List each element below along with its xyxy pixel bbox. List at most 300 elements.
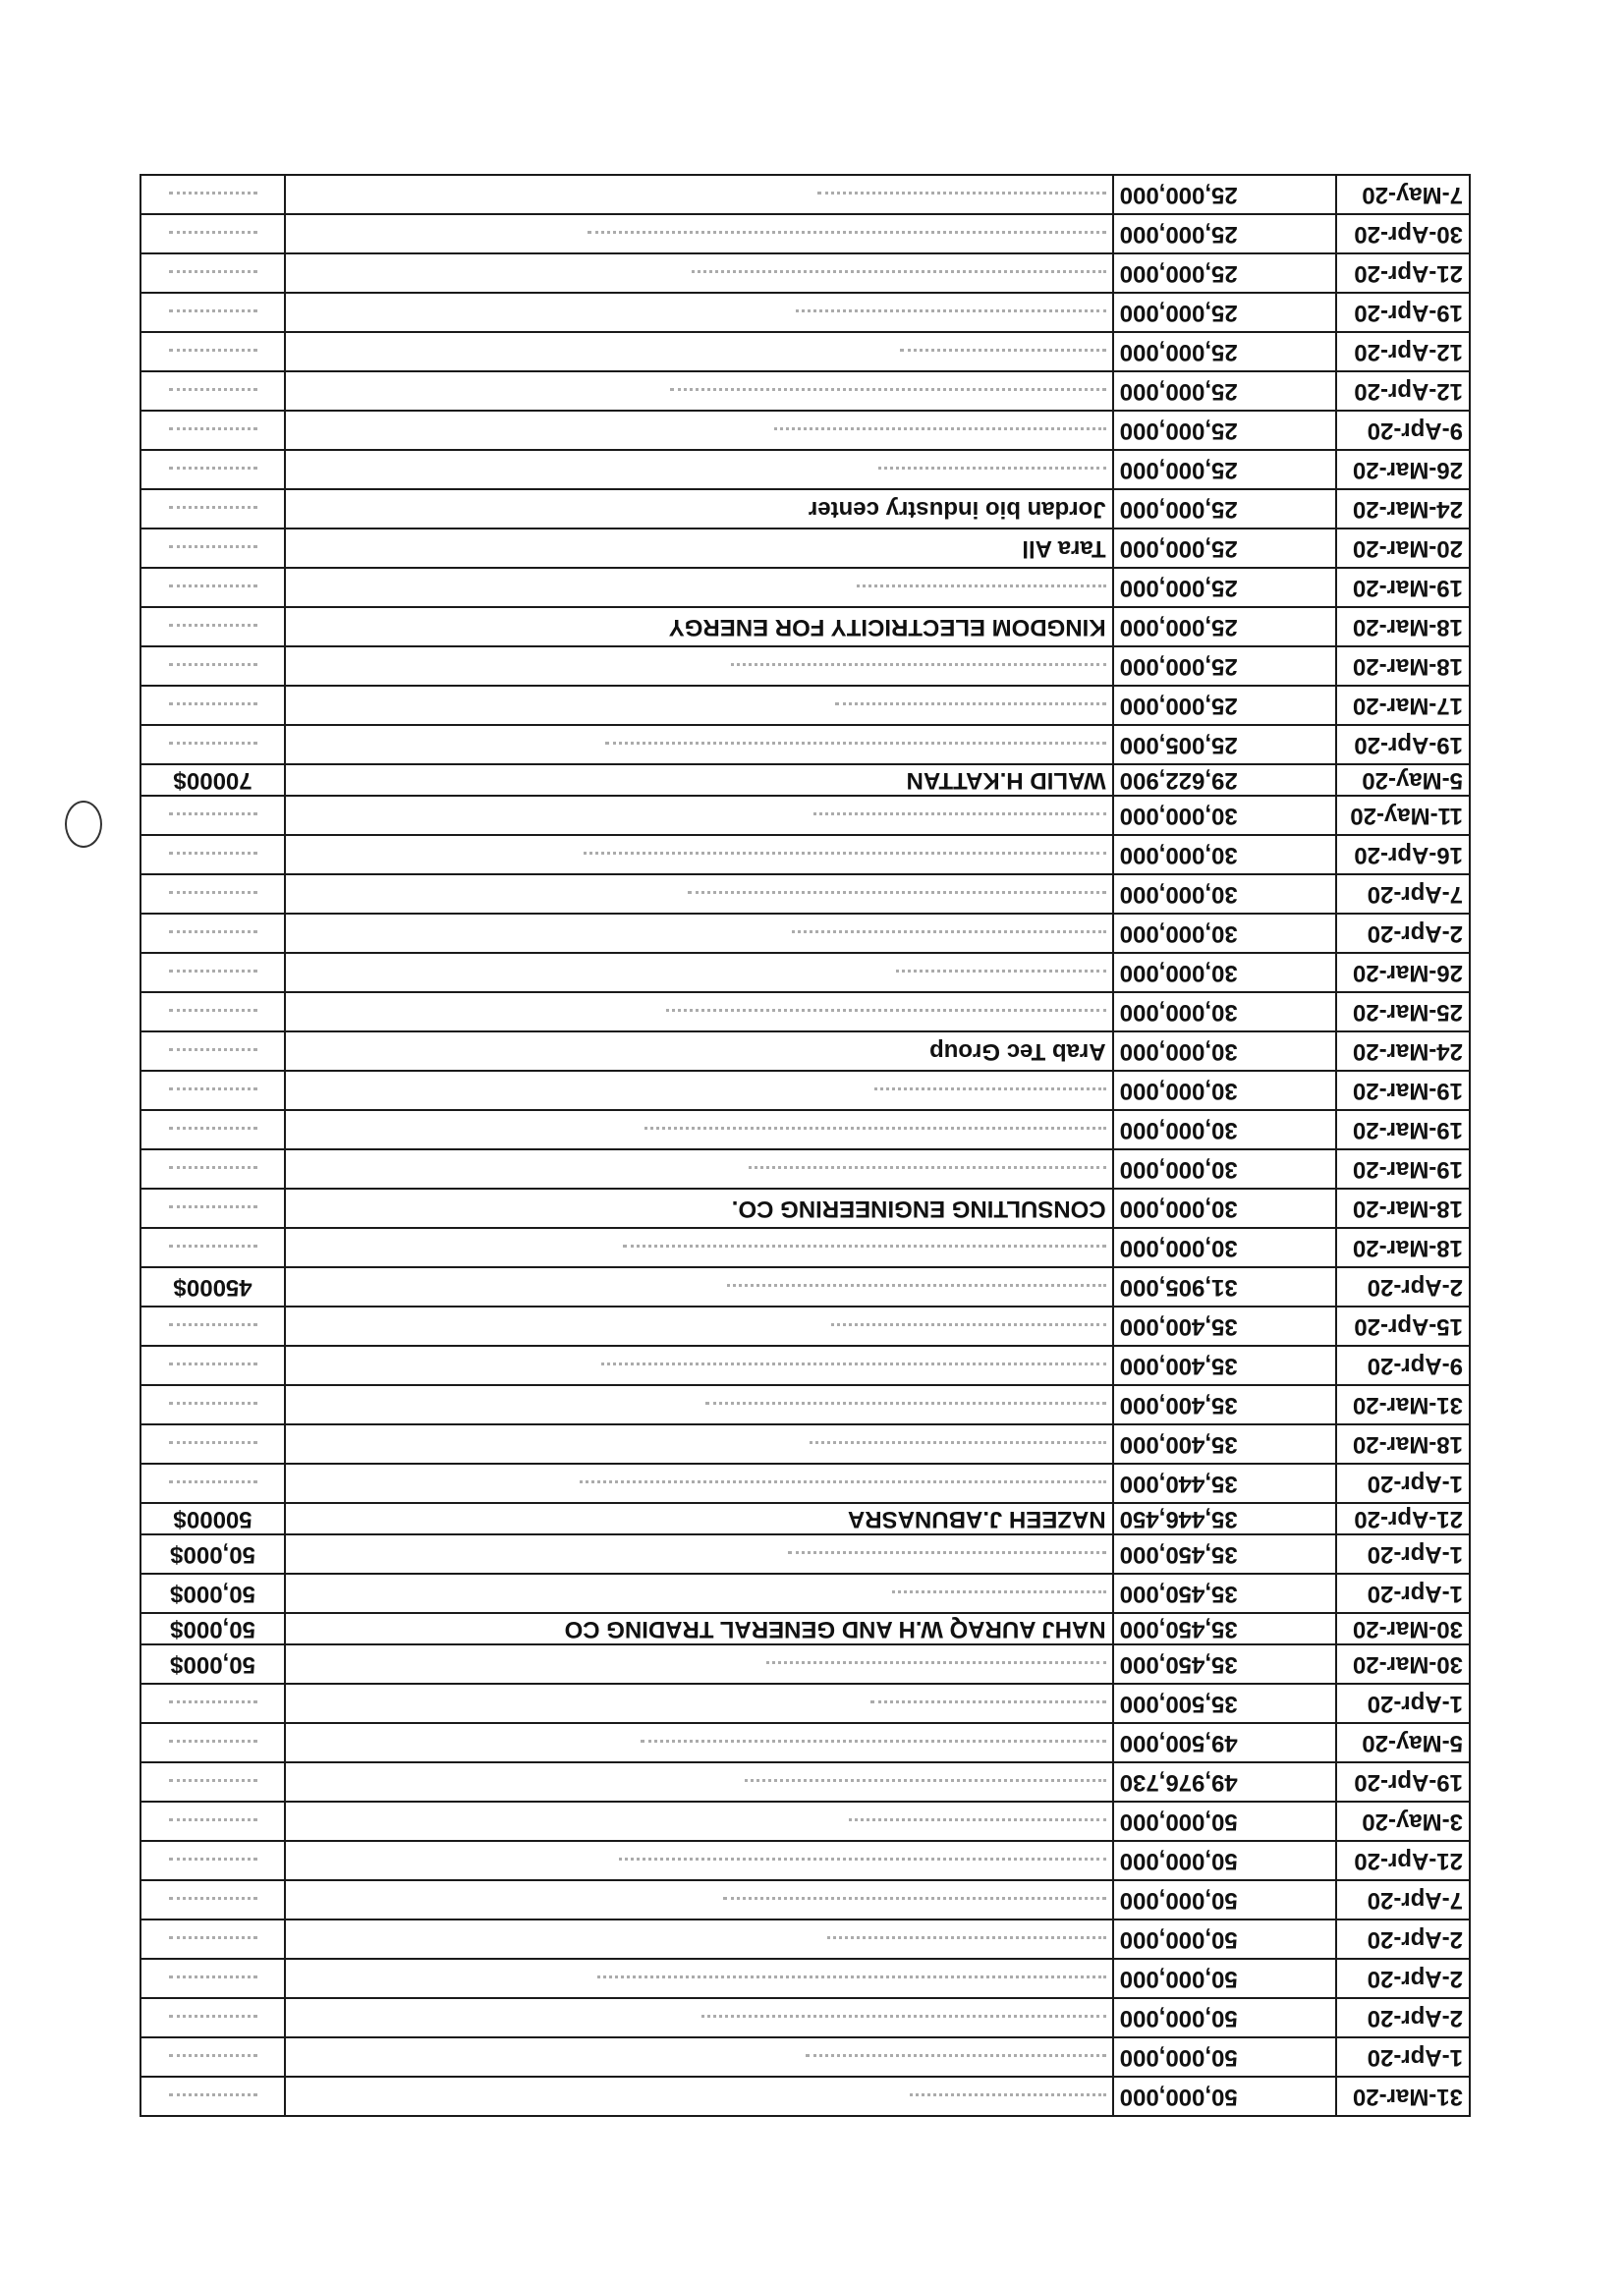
cell-code xyxy=(140,253,285,293)
cell-date: 21-Apr-20 xyxy=(1336,1503,1470,1534)
cell-name xyxy=(285,1880,1112,1919)
cell-name xyxy=(285,1149,1112,1189)
cell-amount: 35,450,000 xyxy=(1113,1574,1336,1613)
table-row xyxy=(140,2037,1470,2077)
illegible-text xyxy=(169,1818,257,1831)
cell-code xyxy=(140,1385,285,1424)
table-row xyxy=(140,1841,1470,1880)
cell-name xyxy=(285,1424,1112,1464)
illegible-text xyxy=(601,1363,1106,1375)
illegible-text xyxy=(169,2015,257,2028)
illegible-text xyxy=(169,1166,257,1179)
cell-name xyxy=(285,1841,1112,1880)
illegible-text xyxy=(169,891,257,904)
cell-name xyxy=(285,1802,1112,1841)
cell-date: 2-Apr-20 xyxy=(1336,1267,1470,1307)
cell-amount: 25,000,000 xyxy=(1113,371,1336,411)
table-row xyxy=(140,1346,1470,1385)
cell-code xyxy=(140,175,285,214)
cell-date: 5-May-20 xyxy=(1336,764,1470,796)
illegible-text xyxy=(169,852,257,864)
cell-code xyxy=(140,2077,285,2116)
illegible-text xyxy=(892,1590,1106,1603)
cell-amount: 35,440,000 xyxy=(1113,1464,1336,1503)
cell-code xyxy=(140,1841,285,1880)
cell-name xyxy=(285,1574,1112,1613)
cell-code xyxy=(140,214,285,253)
illegible-text xyxy=(619,1858,1106,1870)
cell-amount: 49,976,730 xyxy=(1113,1762,1336,1802)
table-row xyxy=(140,1424,1470,1464)
table-row xyxy=(140,1919,1470,1959)
cell-name xyxy=(285,450,1112,489)
table-row xyxy=(140,796,1470,835)
cell-code xyxy=(140,1031,285,1071)
cell-date: 2-Apr-20 xyxy=(1336,914,1470,953)
illegible-text xyxy=(670,388,1106,401)
table-row xyxy=(140,2077,1470,2116)
table-row xyxy=(140,953,1470,992)
cell-name xyxy=(285,1762,1112,1802)
table-row xyxy=(140,1762,1470,1802)
cell-amount: 30,000,000 xyxy=(1113,1149,1336,1189)
illegible-text xyxy=(580,1480,1106,1493)
table-row xyxy=(140,293,1470,332)
illegible-text xyxy=(588,231,1106,244)
table-row xyxy=(140,1307,1470,1346)
table-row xyxy=(140,1574,1470,1613)
cell-date: 1-Apr-20 xyxy=(1336,1684,1470,1723)
cell-name xyxy=(285,1071,1112,1110)
illegible-text xyxy=(169,349,257,362)
illegible-text xyxy=(169,2054,257,2067)
cell-date: 17-Mar-20 xyxy=(1336,686,1470,725)
cell-date: 21-Apr-20 xyxy=(1336,253,1470,293)
illegible-text xyxy=(169,388,257,401)
cell-date: 24-Mar-20 xyxy=(1336,1031,1470,1071)
cell-date: 2-Apr-20 xyxy=(1336,1919,1470,1959)
cell-code: 50000$ xyxy=(140,1503,285,1534)
illegible-text xyxy=(169,1700,257,1713)
illegible-text xyxy=(692,270,1106,283)
cell-code xyxy=(140,1959,285,1998)
table-row xyxy=(140,1503,1470,1534)
cell-name: Tara All xyxy=(285,529,1112,568)
table-row xyxy=(140,1149,1470,1189)
cell-code xyxy=(140,371,285,411)
cell-name xyxy=(285,1228,1112,1267)
table-row xyxy=(140,1110,1470,1149)
illegible-text xyxy=(169,270,257,283)
cell-name xyxy=(285,1385,1112,1424)
cell-amount: 25,000,000 xyxy=(1113,489,1336,529)
cell-amount: 30,000,000 xyxy=(1113,1228,1336,1267)
cell-code xyxy=(140,332,285,371)
cell-amount: 35,446,450 xyxy=(1113,1503,1336,1534)
cell-amount: 35,400,000 xyxy=(1113,1346,1336,1385)
cell-code xyxy=(140,914,285,953)
cell-amount: 31,905,000 xyxy=(1113,1267,1336,1307)
cell-code xyxy=(140,1071,285,1110)
table-row xyxy=(140,214,1470,253)
table-row xyxy=(140,874,1470,914)
table-row xyxy=(140,253,1470,293)
table-row xyxy=(140,1189,1470,1228)
cell-amount: 25,000,000 xyxy=(1113,607,1336,646)
cell-date: 1-Apr-20 xyxy=(1336,1534,1470,1574)
cell-code: 50,000$ xyxy=(140,1574,285,1613)
table-row xyxy=(140,1802,1470,1841)
cell-date: 2-Apr-20 xyxy=(1336,1959,1470,1998)
illegible-text xyxy=(745,1779,1106,1792)
cell-amount: 25,000,000 xyxy=(1113,175,1336,214)
illegible-text xyxy=(169,1048,257,1061)
illegible-text xyxy=(806,2054,1106,2067)
cell-amount: 50,000,000 xyxy=(1113,1802,1336,1841)
table-row xyxy=(140,371,1470,411)
cell-date: 21-Apr-20 xyxy=(1336,1841,1470,1880)
table-row xyxy=(140,568,1470,607)
table-row xyxy=(140,686,1470,725)
cell-date: 30-Mar-20 xyxy=(1336,1644,1470,1684)
cell-amount: 35,400,000 xyxy=(1113,1307,1336,1346)
illegible-text xyxy=(641,1740,1106,1752)
table-row xyxy=(140,1684,1470,1723)
cell-date: 7-May-20 xyxy=(1336,175,1470,214)
cell-amount: 25,000,000 xyxy=(1113,332,1336,371)
cell-date: 7-Apr-20 xyxy=(1336,1880,1470,1919)
illegible-text xyxy=(900,349,1106,362)
cell-date: 2-Apr-20 xyxy=(1336,1998,1470,2037)
cell-code xyxy=(140,796,285,835)
illegible-text xyxy=(788,1551,1106,1564)
table-row xyxy=(140,1071,1470,1110)
illegible-text xyxy=(169,742,257,754)
cell-code xyxy=(140,1149,285,1189)
cell-code xyxy=(140,529,285,568)
illegible-text xyxy=(169,970,257,982)
table-row xyxy=(140,489,1470,529)
illegible-text xyxy=(644,1127,1106,1140)
illegible-text xyxy=(810,1441,1106,1454)
ledger-body xyxy=(140,175,1470,2116)
cell-date: 18-Mar-20 xyxy=(1336,646,1470,686)
table-row xyxy=(140,646,1470,686)
cell-amount: 25,000,000 xyxy=(1113,568,1336,607)
cell-amount: 50,000,000 xyxy=(1113,2077,1336,2116)
cell-date: 5-May-20 xyxy=(1336,1723,1470,1762)
illegible-text xyxy=(169,545,257,558)
illegible-text xyxy=(874,1087,1106,1100)
illegible-text xyxy=(169,1858,257,1870)
cell-code xyxy=(140,450,285,489)
cell-code xyxy=(140,1919,285,1959)
cell-name xyxy=(285,992,1112,1031)
cell-amount: 50,000,000 xyxy=(1113,1998,1336,2037)
cell-date: 1-Apr-20 xyxy=(1336,1464,1470,1503)
cell-name xyxy=(285,371,1112,411)
illegible-text xyxy=(169,192,257,204)
illegible-text xyxy=(813,812,1106,825)
cell-amount: 35,450,000 xyxy=(1113,1534,1336,1574)
illegible-text xyxy=(169,1402,257,1415)
cell-amount: 35,500,000 xyxy=(1113,1684,1336,1723)
cell-code: 50,000$ xyxy=(140,1613,285,1644)
illegible-text xyxy=(169,812,257,825)
illegible-text xyxy=(169,624,257,637)
cell-amount: 25,000,000 xyxy=(1113,529,1336,568)
illegible-text xyxy=(169,1480,257,1493)
cell-name xyxy=(285,293,1112,332)
cell-date: 30-Mar-20 xyxy=(1336,1613,1470,1644)
cell-date: 11-May-20 xyxy=(1336,796,1470,835)
cell-name xyxy=(285,411,1112,450)
cell-name xyxy=(285,1534,1112,1574)
cell-amount: 25,000,000 xyxy=(1113,293,1336,332)
table-row xyxy=(140,725,1470,764)
cell-name xyxy=(285,835,1112,874)
cell-name xyxy=(285,796,1112,835)
cell-amount: 50,000,000 xyxy=(1113,1919,1336,1959)
cell-code xyxy=(140,489,285,529)
table-row xyxy=(140,1723,1470,1762)
cell-date: 18-Mar-20 xyxy=(1336,1228,1470,1267)
illegible-text xyxy=(169,1323,257,1336)
cell-amount: 30,000,000 xyxy=(1113,1189,1336,1228)
cell-code: 50,000$ xyxy=(140,1534,285,1574)
table-row xyxy=(140,529,1470,568)
cell-code xyxy=(140,874,285,914)
cell-date: 19-Mar-20 xyxy=(1336,1071,1470,1110)
cell-name: CONSULTING ENGINEERING CO. xyxy=(285,1189,1112,1228)
illegible-text xyxy=(584,852,1106,864)
cell-name: Arab Tec Group xyxy=(285,1031,1112,1071)
cell-name xyxy=(285,1723,1112,1762)
cell-date: 9-Apr-20 xyxy=(1336,411,1470,450)
cell-code xyxy=(140,2037,285,2077)
cell-amount: 29,622,900 xyxy=(1113,764,1336,796)
cell-date: 7-Apr-20 xyxy=(1336,874,1470,914)
cell-amount: 30,000,000 xyxy=(1113,1071,1336,1110)
cell-name xyxy=(285,1464,1112,1503)
cell-date: 18-Mar-20 xyxy=(1336,607,1470,646)
cell-name xyxy=(285,646,1112,686)
illegible-text xyxy=(169,1779,257,1792)
illegible-text xyxy=(169,1245,257,1257)
cell-date: 30-Apr-20 xyxy=(1336,214,1470,253)
cell-name xyxy=(285,2077,1112,2116)
illegible-text xyxy=(792,930,1106,943)
cell-name xyxy=(285,1307,1112,1346)
table-row xyxy=(140,1959,1470,1998)
cell-code: 70000$ xyxy=(140,764,285,796)
cell-code xyxy=(140,1307,285,1346)
cell-code xyxy=(140,1880,285,1919)
cell-code xyxy=(140,1424,285,1464)
table-row xyxy=(140,992,1470,1031)
cell-amount: 35,450,000 xyxy=(1113,1644,1336,1684)
cell-date: 1-Apr-20 xyxy=(1336,2037,1470,2077)
illegible-text xyxy=(169,663,257,676)
cell-code xyxy=(140,1998,285,2037)
table-row xyxy=(140,607,1470,646)
table-row xyxy=(140,1385,1470,1424)
cell-code xyxy=(140,992,285,1031)
illegible-text xyxy=(169,1205,257,1218)
cell-name xyxy=(285,1267,1112,1307)
illegible-text xyxy=(831,1323,1106,1336)
table-row xyxy=(140,1613,1470,1644)
cell-amount: 30,000,000 xyxy=(1113,953,1336,992)
illegible-text xyxy=(727,1284,1106,1297)
cell-name: NAZEEH J.ABUNASRA xyxy=(285,1503,1112,1534)
cell-date: 16-Apr-20 xyxy=(1336,835,1470,874)
illegible-text xyxy=(827,1936,1106,1949)
cell-date: 1-Apr-20 xyxy=(1336,1574,1470,1613)
cell-name xyxy=(285,874,1112,914)
cell-amount: 30,000,000 xyxy=(1113,835,1336,874)
cell-name xyxy=(285,1959,1112,1998)
cell-date: 26-Mar-20 xyxy=(1336,953,1470,992)
cell-code xyxy=(140,725,285,764)
cell-amount: 30,000,000 xyxy=(1113,874,1336,914)
table-row xyxy=(140,1644,1470,1684)
cell-amount: 35,400,000 xyxy=(1113,1385,1336,1424)
cell-date: 19-Apr-20 xyxy=(1336,1762,1470,1802)
cell-amount: 30,000,000 xyxy=(1113,1031,1336,1071)
cell-amount: 30,000,000 xyxy=(1113,914,1336,953)
cell-name xyxy=(285,686,1112,725)
illegible-text xyxy=(169,2093,257,2106)
cell-code xyxy=(140,607,285,646)
illegible-text xyxy=(666,1009,1106,1022)
illegible-text xyxy=(796,309,1106,322)
table-row xyxy=(140,1267,1470,1307)
table-row xyxy=(140,1998,1470,2037)
table-row xyxy=(140,1880,1470,1919)
cell-date: 31-Mar-20 xyxy=(1336,1385,1470,1424)
cell-date: 3-May-20 xyxy=(1336,1802,1470,1841)
illegible-text xyxy=(169,584,257,597)
illegible-text xyxy=(169,1127,257,1140)
illegible-text xyxy=(169,231,257,244)
table-row xyxy=(140,914,1470,953)
cell-amount: 25,000,000 xyxy=(1113,450,1336,489)
cell-date: 18-Mar-20 xyxy=(1336,1424,1470,1464)
table-row xyxy=(140,764,1470,796)
cell-code xyxy=(140,835,285,874)
illegible-text xyxy=(169,427,257,440)
cell-date: 26-Mar-20 xyxy=(1336,450,1470,489)
cell-name xyxy=(285,1998,1112,2037)
table-row xyxy=(140,835,1470,874)
cell-date: 24-Mar-20 xyxy=(1336,489,1470,529)
cell-amount: 50,000,000 xyxy=(1113,2037,1336,2077)
ledger-table xyxy=(140,174,1471,2117)
cell-name xyxy=(285,214,1112,253)
cell-name: NAHJ AURAQ W.H AND GENERAL TRADING CO xyxy=(285,1613,1112,1644)
illegible-text xyxy=(701,2015,1106,2028)
illegible-text xyxy=(169,1441,257,1454)
hole-punch-mark xyxy=(65,801,102,848)
cell-amount: 30,000,000 xyxy=(1113,1110,1336,1149)
cell-date: 12-Apr-20 xyxy=(1336,371,1470,411)
cell-code xyxy=(140,1346,285,1385)
cell-code: 45000$ xyxy=(140,1267,285,1307)
illegible-text xyxy=(169,1363,257,1375)
cell-amount: 49,500,000 xyxy=(1113,1723,1336,1762)
cell-amount: 30,000,000 xyxy=(1113,992,1336,1031)
illegible-text xyxy=(870,1700,1106,1713)
table-row xyxy=(140,1464,1470,1503)
cell-name xyxy=(285,1644,1112,1684)
table-row xyxy=(140,450,1470,489)
illegible-text xyxy=(849,1818,1106,1831)
cell-date: 19-Apr-20 xyxy=(1336,293,1470,332)
illegible-text xyxy=(857,584,1106,597)
cell-name xyxy=(285,1919,1112,1959)
illegible-text xyxy=(605,742,1106,754)
illegible-text xyxy=(169,1975,257,1988)
illegible-text xyxy=(835,702,1106,715)
illegible-text xyxy=(766,1661,1106,1674)
cell-amount: 25,000,000 xyxy=(1113,646,1336,686)
illegible-text xyxy=(169,506,257,519)
cell-date: 19-Mar-20 xyxy=(1336,1110,1470,1149)
table-row xyxy=(140,1031,1470,1071)
cell-amount: 25,000,000 xyxy=(1113,253,1336,293)
cell-code xyxy=(140,568,285,607)
cell-code xyxy=(140,1110,285,1149)
illegible-text xyxy=(723,1897,1106,1910)
illegible-text xyxy=(910,2093,1106,2106)
cell-date: 31-Mar-20 xyxy=(1336,2077,1470,2116)
cell-name xyxy=(285,253,1112,293)
table-row xyxy=(140,1228,1470,1267)
cell-name xyxy=(285,1346,1112,1385)
illegible-text xyxy=(169,1009,257,1022)
cell-name xyxy=(285,332,1112,371)
cell-date: 18-Mar-20 xyxy=(1336,1189,1470,1228)
cell-code xyxy=(140,1723,285,1762)
cell-name xyxy=(285,175,1112,214)
cell-name: KINGDOM ELECTRICITY FOR ENERGY xyxy=(285,607,1112,646)
cell-amount: 35,400,000 xyxy=(1113,1424,1336,1464)
illegible-text xyxy=(878,467,1106,479)
cell-name xyxy=(285,2037,1112,2077)
cell-name xyxy=(285,953,1112,992)
illegible-text xyxy=(169,702,257,715)
cell-name xyxy=(285,568,1112,607)
cell-amount: 25,000,000 xyxy=(1113,214,1336,253)
cell-code xyxy=(140,1762,285,1802)
cell-date: 19-Mar-20 xyxy=(1336,568,1470,607)
illegible-text xyxy=(169,309,257,322)
cell-code xyxy=(140,1189,285,1228)
illegible-text xyxy=(731,663,1106,676)
cell-code xyxy=(140,411,285,450)
cell-name xyxy=(285,725,1112,764)
illegible-text xyxy=(169,1897,257,1910)
cell-code xyxy=(140,686,285,725)
cell-date: 19-Mar-20 xyxy=(1336,1149,1470,1189)
table-row xyxy=(140,1534,1470,1574)
cell-amount: 35,450,000 xyxy=(1113,1613,1336,1644)
illegible-text xyxy=(169,1087,257,1100)
cell-date: 15-Apr-20 xyxy=(1336,1307,1470,1346)
illegible-text xyxy=(623,1245,1106,1257)
cell-name xyxy=(285,1684,1112,1723)
